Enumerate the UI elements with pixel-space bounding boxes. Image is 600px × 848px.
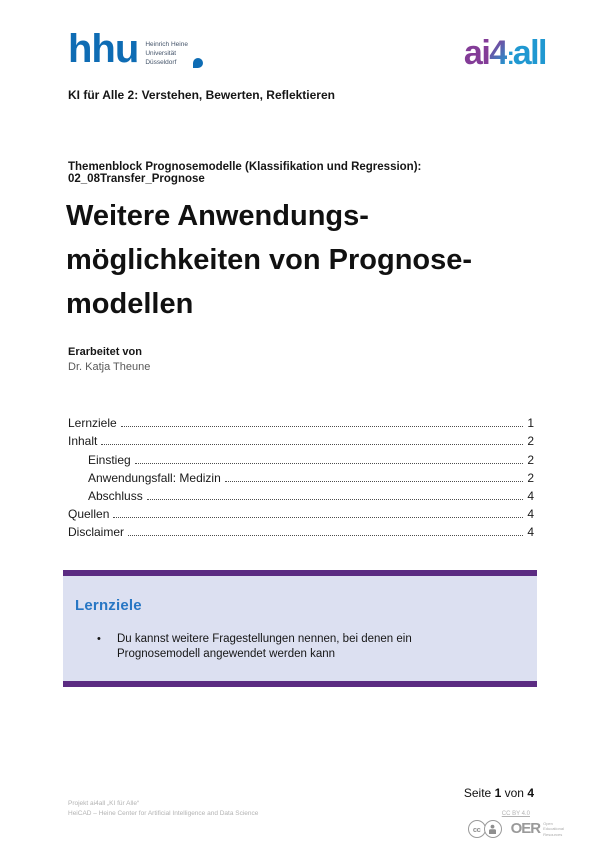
page-indicator-current: 1 bbox=[494, 786, 502, 800]
toc-page-number: 2 bbox=[527, 434, 534, 449]
author-block bbox=[68, 345, 150, 375]
footer-project-info bbox=[68, 799, 258, 819]
lernziele-box bbox=[63, 570, 537, 687]
ai4all-logo-all: all bbox=[512, 34, 546, 72]
toc-page-number: 1 bbox=[527, 416, 534, 431]
toc-dot-leader bbox=[147, 499, 524, 500]
oer-caption-line2: Educational bbox=[543, 826, 564, 832]
author-name: Dr. Katja Theune bbox=[68, 361, 151, 373]
cc-by-person-icon bbox=[484, 820, 502, 838]
course-title: KI für Alle 2: Verstehen, Bewerten, Reflektieren bbox=[68, 88, 335, 102]
page-title-line2: möglichkeiten von Prognose- bbox=[66, 244, 473, 276]
toc-label: Lernziele bbox=[68, 416, 117, 431]
topic-line: Themenblock Prognosemodelle (Klassifikation und Regression): 02_08Transfer_Prognose bbox=[68, 161, 422, 185]
toc-entry-lernziele[interactable] bbox=[68, 412, 534, 430]
lernziele-heading: Lernziele bbox=[75, 597, 142, 614]
hhu-address-line1: Heinrich Heine bbox=[145, 41, 188, 48]
toc-entry-inhalt[interactable] bbox=[68, 430, 534, 448]
oer-logo-text: OER bbox=[510, 820, 541, 837]
ai4all-logo bbox=[464, 34, 546, 76]
toc-page-number: 4 bbox=[527, 525, 534, 540]
license-block bbox=[434, 811, 564, 838]
toc-page-number: 2 bbox=[527, 470, 534, 485]
oer-caption-line1: Open bbox=[543, 821, 553, 827]
hhu-logo-address bbox=[145, 41, 188, 67]
toc-dot-leader bbox=[128, 535, 523, 536]
toc-entry-einstieg[interactable] bbox=[88, 448, 534, 466]
page-indicator-total: 4 bbox=[527, 786, 534, 800]
oer-logo bbox=[511, 821, 564, 837]
footer-project-line1: Projekt ai4all „KI für Alle“ bbox=[68, 800, 140, 807]
hhu-logo-text: hhu bbox=[68, 27, 139, 71]
ai4all-logo-colon: : bbox=[506, 43, 513, 70]
toc-label: Quellen bbox=[68, 507, 110, 522]
toc-label: Disclaimer bbox=[68, 525, 125, 540]
page-title bbox=[66, 194, 560, 326]
footer-project-line2: HeiCAD – Heine Center for Artificial Intelligence and Data Science bbox=[68, 810, 259, 818]
lernziele-body bbox=[63, 576, 537, 681]
lernziele-bottom-bar bbox=[63, 681, 537, 687]
cc-icon-text: cc bbox=[472, 824, 481, 834]
license-logos-row bbox=[434, 820, 564, 838]
toc-entry-anwendungsfall-medizin[interactable] bbox=[88, 467, 534, 485]
hhu-logo bbox=[68, 27, 203, 71]
toc-dot-leader bbox=[101, 444, 523, 445]
oer-logo-caption bbox=[543, 821, 564, 837]
table-of-contents bbox=[68, 412, 534, 539]
lernziele-bullet-text: Du kannst weitere Fragestellungen nennen, bei denen ein Prognosemodell angewendet werden kann bbox=[117, 633, 412, 660]
toc-entry-disclaimer[interactable] bbox=[68, 521, 534, 539]
author-label: Erarbeitet von bbox=[68, 346, 142, 358]
cc-icon bbox=[468, 820, 486, 838]
page-indicator-middle: von bbox=[504, 786, 524, 800]
page-title-line3: modellen bbox=[66, 288, 194, 320]
cc-by-badge bbox=[468, 820, 502, 838]
toc-dot-leader bbox=[113, 517, 523, 518]
hhu-address-line2: Universität bbox=[145, 49, 177, 57]
page-indicator-prefix: Seite bbox=[463, 786, 492, 800]
toc-dot-leader bbox=[135, 463, 524, 464]
toc-label: Abschluss bbox=[88, 488, 143, 503]
toc-entry-abschluss[interactable] bbox=[88, 485, 534, 503]
page-indicator bbox=[464, 786, 534, 800]
oer-caption-line3: Resources bbox=[543, 831, 563, 837]
bullet-icon: • bbox=[97, 633, 101, 645]
ai4all-logo-ai: ai bbox=[463, 34, 490, 72]
toc-dot-leader bbox=[121, 426, 524, 427]
page-header bbox=[68, 27, 546, 76]
hhu-address-line3: Düsseldorf bbox=[145, 58, 177, 66]
toc-page-number: 2 bbox=[527, 452, 534, 467]
toc-entry-quellen[interactable] bbox=[68, 503, 534, 521]
lernziele-bullet-item bbox=[75, 632, 517, 662]
toc-page-number: 4 bbox=[527, 507, 534, 522]
toc-label: Inhalt bbox=[68, 434, 98, 449]
cc-by-link[interactable]: CC BY 4.0 bbox=[501, 811, 530, 817]
toc-dot-leader bbox=[225, 481, 524, 482]
ai4all-logo-4: 4 bbox=[489, 34, 507, 72]
page-title-line1: Weitere Anwendungs- bbox=[66, 200, 369, 232]
toc-page-number: 4 bbox=[527, 488, 534, 503]
toc-label: Anwendungsfall: Medizin bbox=[88, 470, 221, 485]
toc-label: Einstieg bbox=[88, 452, 131, 467]
hhu-speech-bubble-icon bbox=[193, 58, 203, 68]
